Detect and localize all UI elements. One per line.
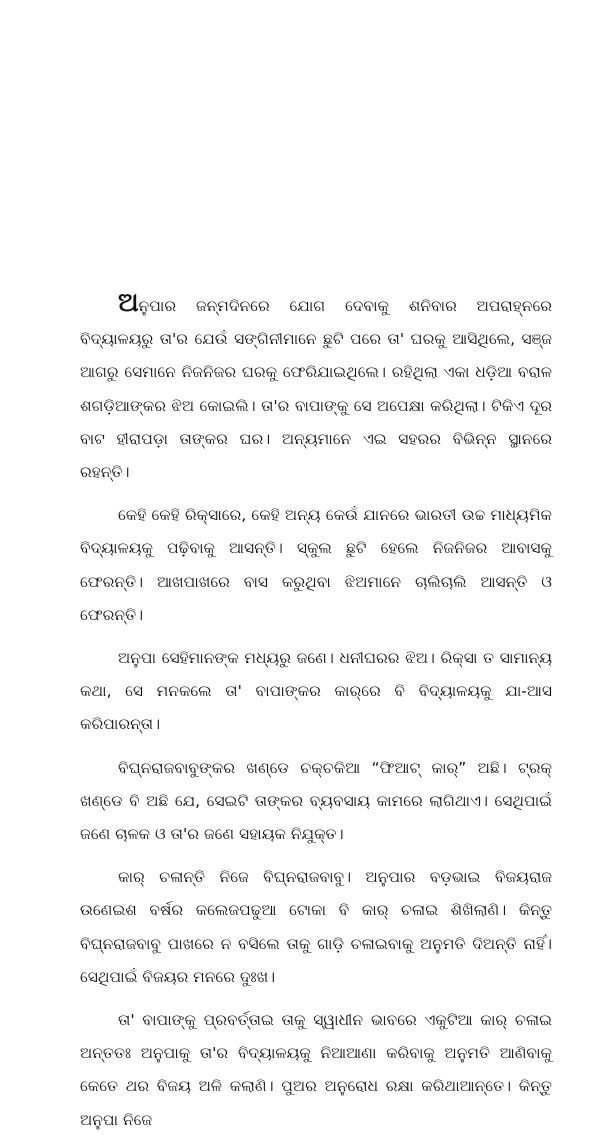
- paragraph-5: କାର୍ ଚଳାନ୍ତି ନିଜେ ବିଘ୍ନରାଜବାବୁ। ଅନୁପାର ବଡ଼ଭାଇ ବିଜୟରାଜ ଉଣେଇଶ ବର୍ଷର କଲେଜପଢୁଆ ଟୋକା ବି କାର୍ ଚଳାଇ ଶିଖିଲାଣି। କିନ୍ତୁ ବିଘ୍ନରାଜବାବୁ ପାଖରେ ନ ବସିଲେ ତାକୁ ଗାଡ଼ି ଚଳାଇବାକୁ ଅନୁମତି ଦିଅନ୍ତି ନାହିଁ। ସେଥିପାଇଁ ବିଜୟର ମନରେ ଦୁଃଖ।: [80, 868, 552, 986]
- paragraph-4: ବିଘ୍ନରାଜବାବୁଙ୍କର ଖଣ୍ଡେ ଚକ୍‌ଚକିଆ “ଫିଆଟ୍ କାର୍” ଅଛି। ଟ୍ରକ୍ ଖଣ୍ଡେ ବି ଅଛି ଯେ, ସେଇଟି ତାଙ୍କର ବ୍ୟବସାୟ କାମରେ ଲାଗିଥାଏ। ସେଥିପାଇଁ ଜଣେ ଚାଳକ ଓ ତା'ର ଜଣେ ସହାୟକ ନିଯୁକ୍ତ।: [80, 758, 552, 844]
- drop-cap: ଅ: [118, 288, 139, 318]
- body-text: [80, 290, 552, 1147]
- paragraph-1: [80, 290, 552, 489]
- paragraph-text: ନୁପାର ଜନ୍ମଦିନରେ ଯୋଗ ଦେବାକୁ ଶନିବାର ଅପରାହ୍ନରେ ବିଦ୍ୟାଳୟରୁ ତା'ର ଯେଉଁ ସଙ୍ଗିନୀମାନେ ଛୁଟି ପରେ ତା' ଘରକୁ ଆସିଥିଲେ, ସଞ୍ଜ ଆଗରୁ ସେମାନେ ନିଜନିଜର ଘରକୁ ଫେରିଯାଇଥିଲେ। ରହିଥିଲା ଏକା ଧଡ଼ିଆ ବରାଳ ଶଗଡ଼ିଆଙ୍କର ଝିଅ କୋଇଲି। ତା'ର ବାପାଙ୍କୁ ସେ ଅପେକ୍ଷା କରିଥିଲା। ଟିକିଏ ଦୂର ବାଟ ହୀରାପଡ଼ା ତାଙ୍କର ଘର। ଅନ୍ୟମାନେ ଏଇ ସହରର ବିଭିନ୍ନ ସ୍ଥାନରେ ରହନ୍ତି।: [80, 297, 552, 482]
- paragraph-2: କେହି କେହି ରିକ୍ସାରେ, କେହି ଅନ୍ୟ କେଉଁ ଯାନରେ ଭାରତୀ ଉଚ୍ଚ ମାଧ୍ୟମିକ ବିଦ୍ୟାଳୟକୁ ପଢ଼ିବାକୁ ଆସନ୍ତି। ସ୍କୁଲ ଛୁଟି ହେଲେ ନିଜନିଜର ଆବାସକୁ ଫେରନ୍ତି। ଆଖପାଖରେ ବାସ କରୁଥିବା ଝିଅମାନେ ଚାଲିଚାଲି ଆସନ୍ତି ଓ ଫେରନ୍ତି।: [80, 506, 552, 624]
- paragraph-6: ତା' ବାପାଙ୍କୁ ପ୍ରବର୍ତ୍ତାଇ ତାକୁ ସ୍ୱାଧୀନ ଭାବରେ ଏକୁଟିଆ କାର୍ ଚଳାଇ ଅନ୍ତତଃ ଅନୁପାକୁ ତା'ର ବିଦ୍ୟାଳୟକୁ ନିଆଆଣା କରିବାକୁ ଅନୁମତି ଆଣିବାକୁ କେତେ ଥର ବିଜୟ ଅଳି କଲାଣି। ପୁଅର ଅନୁରୋଧ ରକ୍ଷା କରିଥାଆନ୍ତେ। କିନ୍ତୁ ଅନୁପା ନିଜେ: [80, 1011, 552, 1129]
- paragraph-3: ଅନୁପା ସେହିମାନଙ୍କ ମଧ୍ୟରୁ ଜଣେ। ଧନୀଘରର ଝିଅ। ରିକ୍ସା ତ ସାମାନ୍ୟ କଥା, ସେ ମନକଲେ ତା' ବାପାଙ୍କର କାର୍‌ରେ ବି ବିଦ୍ୟାଳୟକୁ ଯା-ଆସ କରିପାରନ୍ତା।: [80, 649, 552, 734]
